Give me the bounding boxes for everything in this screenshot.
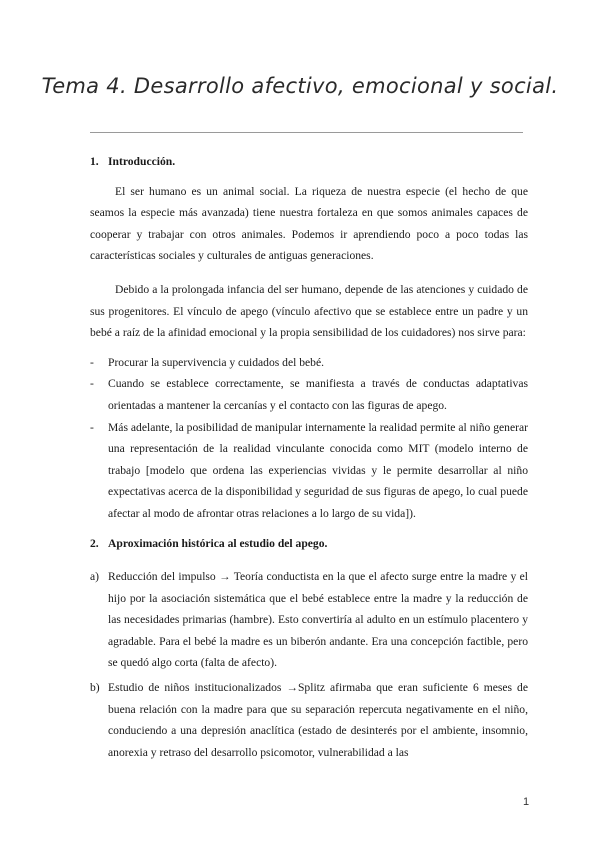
list-item-text: Cuando se establece correctamente, se manifiesta a través de conductas adaptativas orientadas a mantener la cercanías y el contacto con las figuras de apego. bbox=[108, 377, 528, 412]
list-item bbox=[90, 417, 528, 525]
title-divider bbox=[90, 132, 523, 133]
document-title: Tema 4. Desarrollo afectivo, emocional y social. bbox=[41, 74, 559, 98]
list-item bbox=[90, 373, 528, 416]
list-item-text: Procurar la supervivencia y cuidados del bebé. bbox=[108, 355, 325, 369]
bullet-list bbox=[90, 352, 528, 525]
paragraph: El ser humano es un animal social. La riqueza de nuestra especie (el hecho de que seamos la especie más avanzada) tiene nuestra fortaleza en que somos animales capaces de cooperar y trabajar con otros animales. Podemos ir aprendiendo poco a poco todas las características sociales y culturales de antiguas generaciones. bbox=[90, 184, 528, 263]
lettered-list bbox=[90, 566, 528, 763]
list-item-text: Más adelante, la posibilidad de manipular internamente la realidad permite al niño generar una representación de la realidad vinculante conocida como MIT (modelo interno de trabajo [modelo que ordena las experiencias vividas y le permite desarrollar al niño expectativas acerca de la disponibilidad y seguridad de sus figuras de apego, lo cual puede afectar al modo de afrontar otras relaciones a lo largo de su vida]). bbox=[108, 420, 528, 520]
letter-marker: a) bbox=[90, 570, 100, 584]
page-number: 1 bbox=[522, 796, 530, 808]
list-item-text: Reducción del impulso → Teoría conductista en la que el afecto surge entre la madre y el hijo por la asociación sistemática que el bebé establece entre la madre y la reducción de las necesidades primarias (hambre). Esto convertiría al adulto en un estímulo placentero y agradable. Para el bebé la madre es un biberón andante. Era una concepción factible, pero se quedó algo corta (falta de afecto). bbox=[108, 570, 528, 670]
section-title: Aproximación histórica al estudio del apego. bbox=[108, 536, 328, 550]
section-heading-introduccion bbox=[90, 151, 528, 173]
section-heading-aproximacion bbox=[90, 533, 528, 555]
paragraph: Debido a la prolongada infancia del ser humano, depende de las atenciones y cuidado de sus progenitores. El vínculo de apego (vínculo afectivo que se establece entre un padre y un bebé a raíz de la afinidad emocional y la propia sensibilidad de los cuidadores) nos sirve para: bbox=[90, 282, 528, 340]
document-body bbox=[90, 151, 528, 763]
list-item bbox=[90, 566, 528, 674]
section-number: 1. bbox=[90, 155, 99, 168]
dash-marker: - bbox=[90, 377, 94, 391]
dash-marker: - bbox=[90, 420, 94, 434]
letter-marker: b) bbox=[90, 681, 100, 695]
dash-marker: - bbox=[90, 355, 94, 369]
list-item bbox=[90, 677, 528, 763]
list-item bbox=[90, 352, 528, 374]
section-title: Introducción. bbox=[108, 155, 176, 168]
list-item-text: Estudio de niños institucionalizados →Splitz afirmaba que eran suficiente 6 meses de buena relación con la madre para que su separación repercuta negativamente en el niño, conduciendo a una depresión anaclítica (estado de desinterés por el ambiente, insomnio, anorexia y retraso del desarrollo psicomotor, vulnerabilidad a las bbox=[108, 681, 528, 759]
section-number: 2. bbox=[90, 536, 99, 550]
